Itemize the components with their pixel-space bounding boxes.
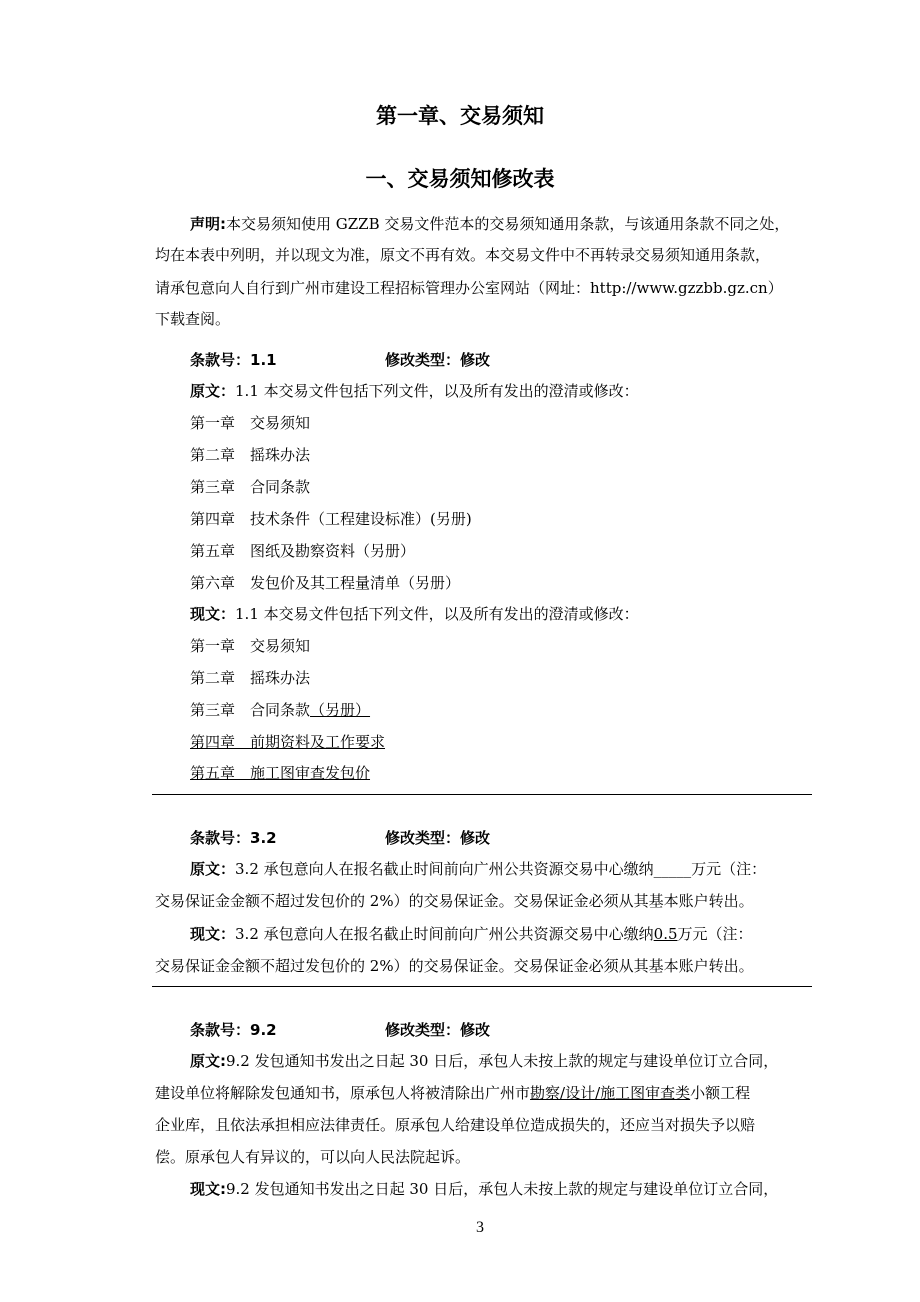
clause-header: 条款号：1.1 <box>190 351 277 369</box>
original-text: 原文:9.2 发包通知书发出之日起 30 日后，承包人未按上款的规定与建设单位订立合同， <box>190 1052 779 1070</box>
list-item: 第二章 摇珠办法 <box>190 446 311 464</box>
original-text-cont: 交易保证金金额不超过发包价的 2%）的交易保证金。交易保证金必须从其基本账户转出。 <box>155 892 754 910</box>
original-text: 原文：3.2 承包意向人在报名截止时间前向广州公共资源交易中心缴纳_____万元（注： <box>190 860 767 878</box>
list-item: 第四章 前期资料及工作要求 <box>190 733 386 751</box>
clause-type: 修改类型：修改 <box>385 351 491 369</box>
list-item: 第三章 合同条款 <box>190 478 311 496</box>
list-item: 第四章 技术条件（工程建设标准）(另册) <box>190 510 472 528</box>
section-divider <box>152 986 812 987</box>
current-text: 现文：3.2 承包意向人在报名截止时间前向广州公共资源交易中心缴纳0.5万元（注： <box>190 925 753 943</box>
clause-header: 条款号：9.2 <box>190 1021 277 1039</box>
statement-text: 本交易须知使用 GZZB 交易文件范本的交易须知通用条款，与该通用条款不同之处， <box>226 215 790 233</box>
clause-type: 修改类型：修改 <box>385 829 491 847</box>
original-text-cont: 企业库，且依法承担相应法律责任。原承包人给建设单位造成损失的，还应当对损失予以赔 <box>155 1116 756 1134</box>
clause-type: 修改类型：修改 <box>385 1021 491 1039</box>
statement-line-4: 下载查阅。 <box>155 310 231 328</box>
statement-line-2: 均在本表中列明，并以现文为准，原文不再有效。本交易文件中不再转录交易须知通用条款， <box>155 246 771 264</box>
page-number: 3 <box>476 1219 484 1236</box>
list-item: 第五章 图纸及勘察资料（另册） <box>190 542 416 560</box>
current-text: 现文:9.2 发包通知书发出之日起 30 日后，承包人未按上款的规定与建设单位订立合同， <box>190 1180 779 1198</box>
list-item: 第一章 交易须知 <box>190 637 311 655</box>
current-text: 现文：1.1 本交易文件包括下列文件，以及所有发出的澄清或修改： <box>190 605 639 623</box>
amount-blank: _____ <box>653 860 692 878</box>
original-text: 原文：1.1 本交易文件包括下列文件，以及所有发出的澄清或修改： <box>190 382 639 400</box>
enterprise-category: 勘察/设计/施工图审查类 <box>530 1084 691 1102</box>
deposit-amount: 0.5 <box>653 925 678 943</box>
section-title: 一、交易须知修改表 <box>365 167 555 191</box>
list-item: 第三章 合同条款（另册） <box>190 701 371 719</box>
clause-header: 条款号：3.2 <box>190 829 277 847</box>
chapter-title: 第一章、交易须知 <box>376 104 544 128</box>
original-text-cont: 偿。原承包人有异议的，可以向人民法院起诉。 <box>155 1148 471 1166</box>
list-item: 第五章 施工图审查发包价 <box>190 764 371 782</box>
section-divider <box>152 794 812 795</box>
statement-line-1 <box>190 214 789 234</box>
list-item: 第二章 摇珠办法 <box>190 669 311 687</box>
statement-line-3: 请承包意向人自行到广州市建设工程招标管理办公室网站（网址：http://www.gzzbb.gz.cn） <box>155 279 783 297</box>
list-item: 第六章 发包价及其工程量清单（另册） <box>190 574 461 592</box>
current-text-cont: 交易保证金金额不超过发包价的 2%）的交易保证金。交易保证金必须从其基本账户转出。 <box>155 957 754 975</box>
separate-volume-note: （另册） <box>310 701 371 719</box>
original-text-cont: 建设单位将解除发包通知书，原承包人将被清除出广州市勘察/设计/施工图审查类小额工程 <box>155 1084 751 1102</box>
list-item: 第一章 交易须知 <box>190 414 311 432</box>
statement-label: 声明: <box>190 215 226 233</box>
